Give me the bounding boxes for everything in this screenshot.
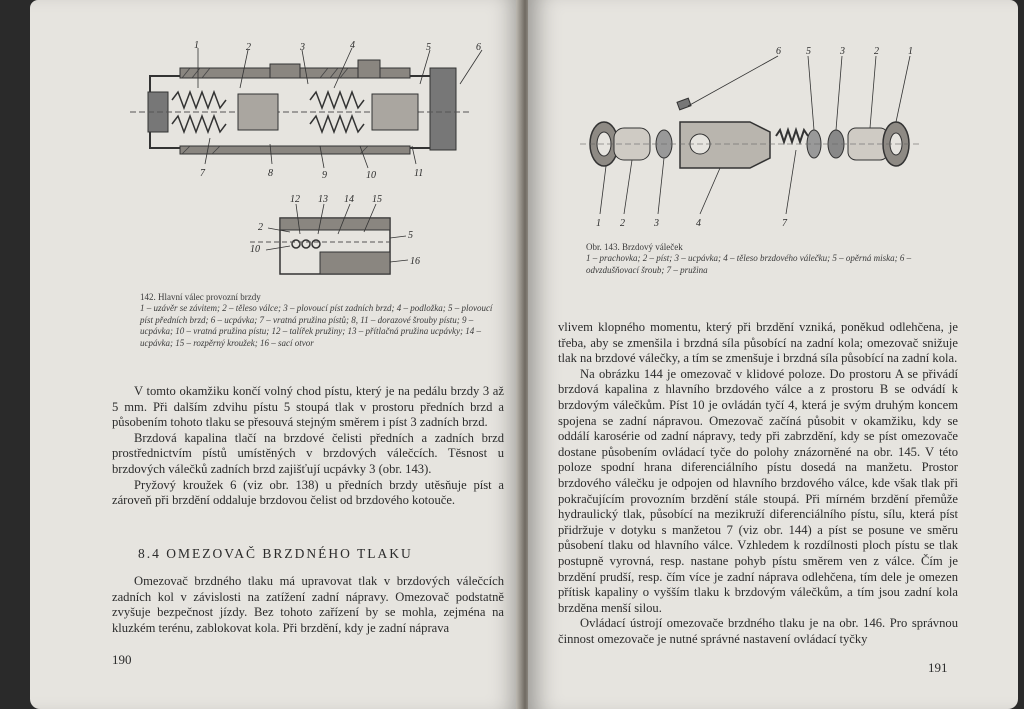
callout-3-bottom: 3 [654,218,659,229]
detail-callout-2: 2 [258,222,263,233]
callout-2: 2 [246,42,251,53]
callout-13: 13 [318,194,328,205]
callout-6: 6 [776,46,781,57]
paragraph: V tomto okamžiku končí volný chod pístu, který je na pedálu brzdy 3 až 5 mm. Při dalším zdvihu pístu 5 stoupá tlak v prostoru předních brzd a působením tohoto tlaku se přesouvá stejným směrem i píst 3 zadních brzd. [112,384,504,430]
wheel-cylinder-drawing [580,44,920,234]
page-number-right: 191 [928,660,948,675]
paragraph: Omezovač brzdného tlaku má upravovat tlak v brzdových válečcích zadních kol v závislosti na zatížení zadní nápravy. Omezovač podstatně zvyšuje bezpečnost jízdy. Bez tohoto zařízení by se mohla, zejména na kluzkém terénu, zablokovat kola. Při brzdění, kdy je zadní náprava [112,574,504,635]
caption-text: 1 – uzávěr se závitem; 2 – těleso válce; 3 – plovoucí píst zadních brzd; 4 – podložka; 5 – plovoucí píst předních brzd; 6 – ucpávka; 7 – vratná pružina pístů; 8, 11 – dorazové šrouby pístu; 9 – ucpávka; 10 – vratná pružina pístu; 12 – talířek pružiny; 13 – přítlačná pružina ucpávky; 14 – ucpávka; 15 – rozpěrný kroužek; 16 – sací otvor [140,303,493,348]
left-body-top [112,384,504,509]
callout-15: 15 [372,194,382,205]
callout-1: 1 [908,46,913,57]
caption-title: 142. Hlavní válec provozní brzdy [140,292,261,302]
callout-1: 1 [194,40,199,51]
right-body [558,320,958,647]
callout-9: 9 [322,170,327,181]
section-heading: 8.4 OMEZOVAČ BRZDNÉHO TLAKU [138,546,413,561]
callout-3: 3 [840,46,845,57]
callout-4: 4 [350,40,355,51]
callout-11: 11 [414,168,424,179]
callout-1-bottom: 1 [596,218,601,229]
left-page [30,0,522,709]
callout-2: 2 [874,46,879,57]
callout-5: 5 [426,42,431,53]
paragraph: Ovládací ústrojí omezovače brzdného tlaku je na obr. 146. Pro správnou činnost omezovače je nutné správné nastavení ovládací tyčky [558,616,958,646]
callout-16: 16 [410,256,420,267]
callout-7-bottom: 7 [782,218,787,229]
callout-12: 12 [290,194,300,205]
detail-callout-10: 10 [250,244,260,255]
right-page [528,0,1018,709]
caption-figure-143 [586,242,956,276]
paragraph: Pryžový kroužek 6 (viz obr. 138) u předních brzdy utěsňuje píst a zároveň při brzdění oddaluje brzdovou čelist od brzdového kotouče. [112,477,504,508]
figure-142-master-cylinder [120,38,480,278]
page-number-left: 190 [112,652,132,667]
callout-6: 6 [476,42,481,53]
callout-5: 5 [806,46,811,57]
master-cylinder-drawing [120,38,480,278]
callout-8: 8 [268,168,273,179]
callout-14: 14 [344,194,354,205]
paragraph: vlivem klopného momentu, který při brzdění vzniká, poněkud odlehčena, je třeba, aby se zmenšila i brzdná síla působící na zadní kola; omezovač snižuje tlak na brzdové válečky, a tím se zmenšuje i brzdná síla působící na zadní kola. [558,320,958,366]
figure-142-detail [250,194,420,274]
paragraph: Na obrázku 144 je omezovač v klidové poloze. Do prostoru A se přivádí brzdová kapalina z hlavního brzdového válce a z prostoru B se odvádí k brzdovým válečkům. Píst 10 je ovládán tyčí 4, která je svým druhým koncem spojena se zadní nápravou. Omezovač začíná působit v okamžiku, kdy se oddálí karosérie od zadní nápravy, tedy při zabrzdění, kdy se píst omezovače dostane působením ovládací tyče do polohy znázorněné na obr. 145. V této poloze spodní hrana diferenciálního pístu dosedá na manžetu. Prostor brzdového válečku je odpojen od hlavního brzdového válce, kde však tlak při pokračujícím provozním brzdění stále stoupá. Při mírném brzdění přemůže hydraulický tlak, působící na mezikruží diferenciálního pístu, sílu, která píst přidržuje v dotyku s manžetou 7 (viz obr. 144) a píst se posune ve směru působení tlaku od hlavního válce. Vzhledem k rozdílnosti ploch pístu se tlak postupně vyrovná, resp. nastane pohyb pístu směrem ven z válce. Čím je brzdění prudší, resp. čím více je zadní náprava odlehčena, tím dele je omezen přítisk kapaliny o vyšším tlaku k brzdovým válečkům, a tím jsou zadní kola brzděna menší silou. [558,366,958,615]
caption-figure-142 [140,292,500,349]
callout-2-bottom: 2 [620,218,625,229]
caption-text: 1 – prachovka; 2 – píst; 3 – ucpávka; 4 – těleso brzdového válečku; 5 – opěrná miska; 6 – odvzdušňovací šroub; 7 – pružina [586,253,912,275]
callout-3: 3 [300,42,305,53]
figure-143-wheel-cylinder [580,44,920,234]
caption-title: Obr. 143. Brzdový váleček [586,242,683,252]
paragraph: Brzdová kapalina tlačí na brzdové čelisti předních a zadních brzd prostřednictvím pístů umístěných v brzdových válečcích. Těsnost u brzdových válečků zadních brzd zajišťují ucpávky 3 (obr. 143). [112,430,504,476]
detail-callout-5: 5 [408,230,413,241]
callout-10: 10 [366,170,376,181]
callout-4-bottom: 4 [696,218,701,229]
callout-7: 7 [200,168,205,179]
left-body-bottom [112,574,504,636]
